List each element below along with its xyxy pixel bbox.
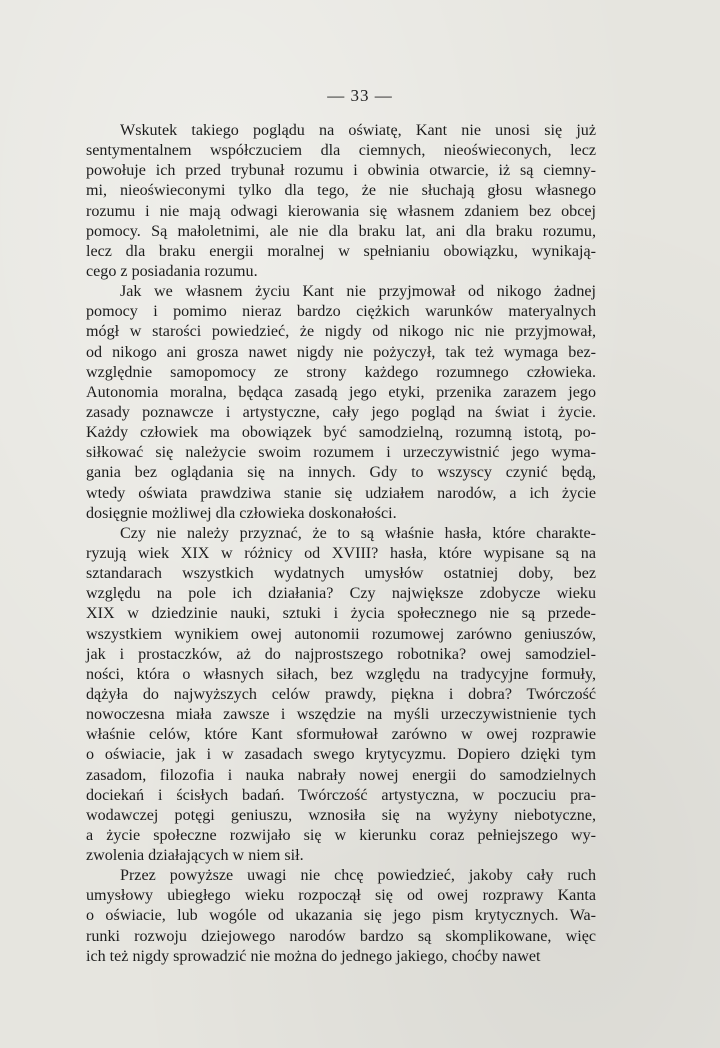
text-line: względnie samopomocy ze strony każdego rozumnego człowieka. [86, 363, 596, 381]
text-line: wszystkiem wynikiem owej autonomii rozumowej zarówno geniuszów, [86, 625, 596, 643]
text-line: o oświacie, lub wogóle od ukazania się jego pism krytycznych. Wa- [86, 907, 596, 925]
text-line: zwolenia działających w niem sił. [86, 847, 304, 865]
text-line: ryzują wiek XIX w różnicy od XVIII? hasła, które wypisane są na [86, 544, 596, 562]
text-line: Wskutek takiego poglądu na oświatę, Kant nie unosi się już [120, 122, 596, 139]
text-line: umysłowy ubiegłego wieku rozpoczął się od owej rozprawy Kanta [86, 887, 596, 905]
text-line: względu na pole ich działania? Czy największe zdobycze wieku [86, 585, 596, 603]
text-line: gania bez oglądania się na innych. Gdy to wszyscy czynić będą, [86, 464, 596, 482]
text-line: rozumu i nie mają odwagi kierowania się własnem zdaniem bez obcej [86, 202, 596, 220]
text-line: dosięgnie możliwej dla człowieka doskonałości. [86, 504, 397, 522]
text-line: dążyła do najwyższych celów prawdy, piękna i dobra? Twórczość [86, 685, 596, 703]
text-line: dociekań i ścisłych badań. Twórczość artystyczna, w poczuciu pra- [86, 786, 596, 804]
text-line: pomocy i pomimo nieraz bardzo ciężkich warunków materyalnych [86, 303, 596, 321]
text-line: lecz dla braku energii moralnej w spełnianiu obowiązku, wynikają- [86, 242, 596, 260]
text-line: zasadom, filozofia i nauka nabrały nowej energii do samodzielnych [86, 766, 596, 784]
text-line: a życie społeczne rozwijało się w kierunku coraz pełniejszego wy- [86, 826, 596, 844]
text-line: ich też nigdy sprowadzić nie można do jednego jakiego, choćby nawet [86, 947, 541, 965]
text-line: Przez powyższe uwagi nie chcę powiedzieć, jakoby cały ruch [120, 867, 596, 885]
text-line: siłkować się należycie swoim rozumem i urzeczywistnić jego wyma- [86, 444, 596, 462]
text-line: pomocy. Są małoletnimi, ale nie dla braku lat, ani dla braku rozumu, [86, 222, 596, 240]
text-line: nowoczesna miała zawsze i wszędzie na myśli urzeczywistnienie tych [86, 706, 596, 724]
text-line: mógł w starości powiedzieć, że nigdy od nikogo nic nie przyjmował, [86, 323, 596, 341]
paragraph [86, 121, 596, 282]
text-line: właśnie celów, które Kant sformułował zarówno w owej rozprawie [86, 726, 596, 744]
text-line: Każdy człowiek ma obowiązek być samodzielną, rozumną istotą, po- [86, 424, 596, 442]
text-line: Czy nie należy przyznać, że to są właśnie hasła, które charakte- [120, 524, 596, 542]
text-line: ności, która o własnych siłach, bez względu na tradycyjne formuły, [86, 665, 596, 683]
paragraph [86, 866, 596, 967]
text-line: wodawczej potęgi geniuszu, wznosiła się na wyżyny niebotyczne, [86, 806, 596, 824]
text-line: runki rozwoju dziejowego narodów bardzo są skomplikowane, więc [86, 927, 596, 945]
text-line: wtedy oświata prawdziwa stanie się udziałem narodów, a ich życie [86, 484, 596, 502]
paragraph [86, 282, 596, 524]
text-line: sztandarach wszystkich wydatnych umysłów ostatniej doby, bez [86, 565, 596, 583]
text-line: Autonomia moralna, będąca zasadą jego etyki, przenika zarazem jego [86, 383, 596, 401]
paragraph [86, 524, 596, 866]
page-number: — 33 — [327, 86, 393, 105]
text-line: o oświacie, jak i w zasadach swego krytycyzmu. Dopiero dzięki tym [86, 746, 596, 764]
text-line: cego z posiadania rozumu. [86, 262, 258, 280]
text-line: XIX w dziedzinie nauki, sztuki i życia społecznego nie są przede- [86, 605, 596, 623]
text-line: jak i prostaczków, aż do najprostszego robotnika? owej samodziel- [86, 645, 596, 663]
text-line: Jak we własnem życiu Kant nie przyjmował od nikogo żadnej [120, 283, 596, 301]
body-text [86, 121, 596, 967]
text-line: sentymentalnem współczuciem dla ciemnych, nieoświeconych, lecz [86, 142, 596, 160]
text-line: od nikogo ani grosza nawet nigdy nie pożyczył, tak też wymaga bez- [86, 343, 596, 361]
text-line: powołuje ich przed trybunał rozumu i obwinia otwarcie, iż są ciemny- [86, 162, 596, 180]
text-line: mi, nieoświeconymi tylko dla tego, że nie słuchają głosu własnego [86, 182, 596, 200]
text-line: zasady poznawcze i artystyczne, cały jego pogląd na świat i życie. [86, 403, 596, 421]
